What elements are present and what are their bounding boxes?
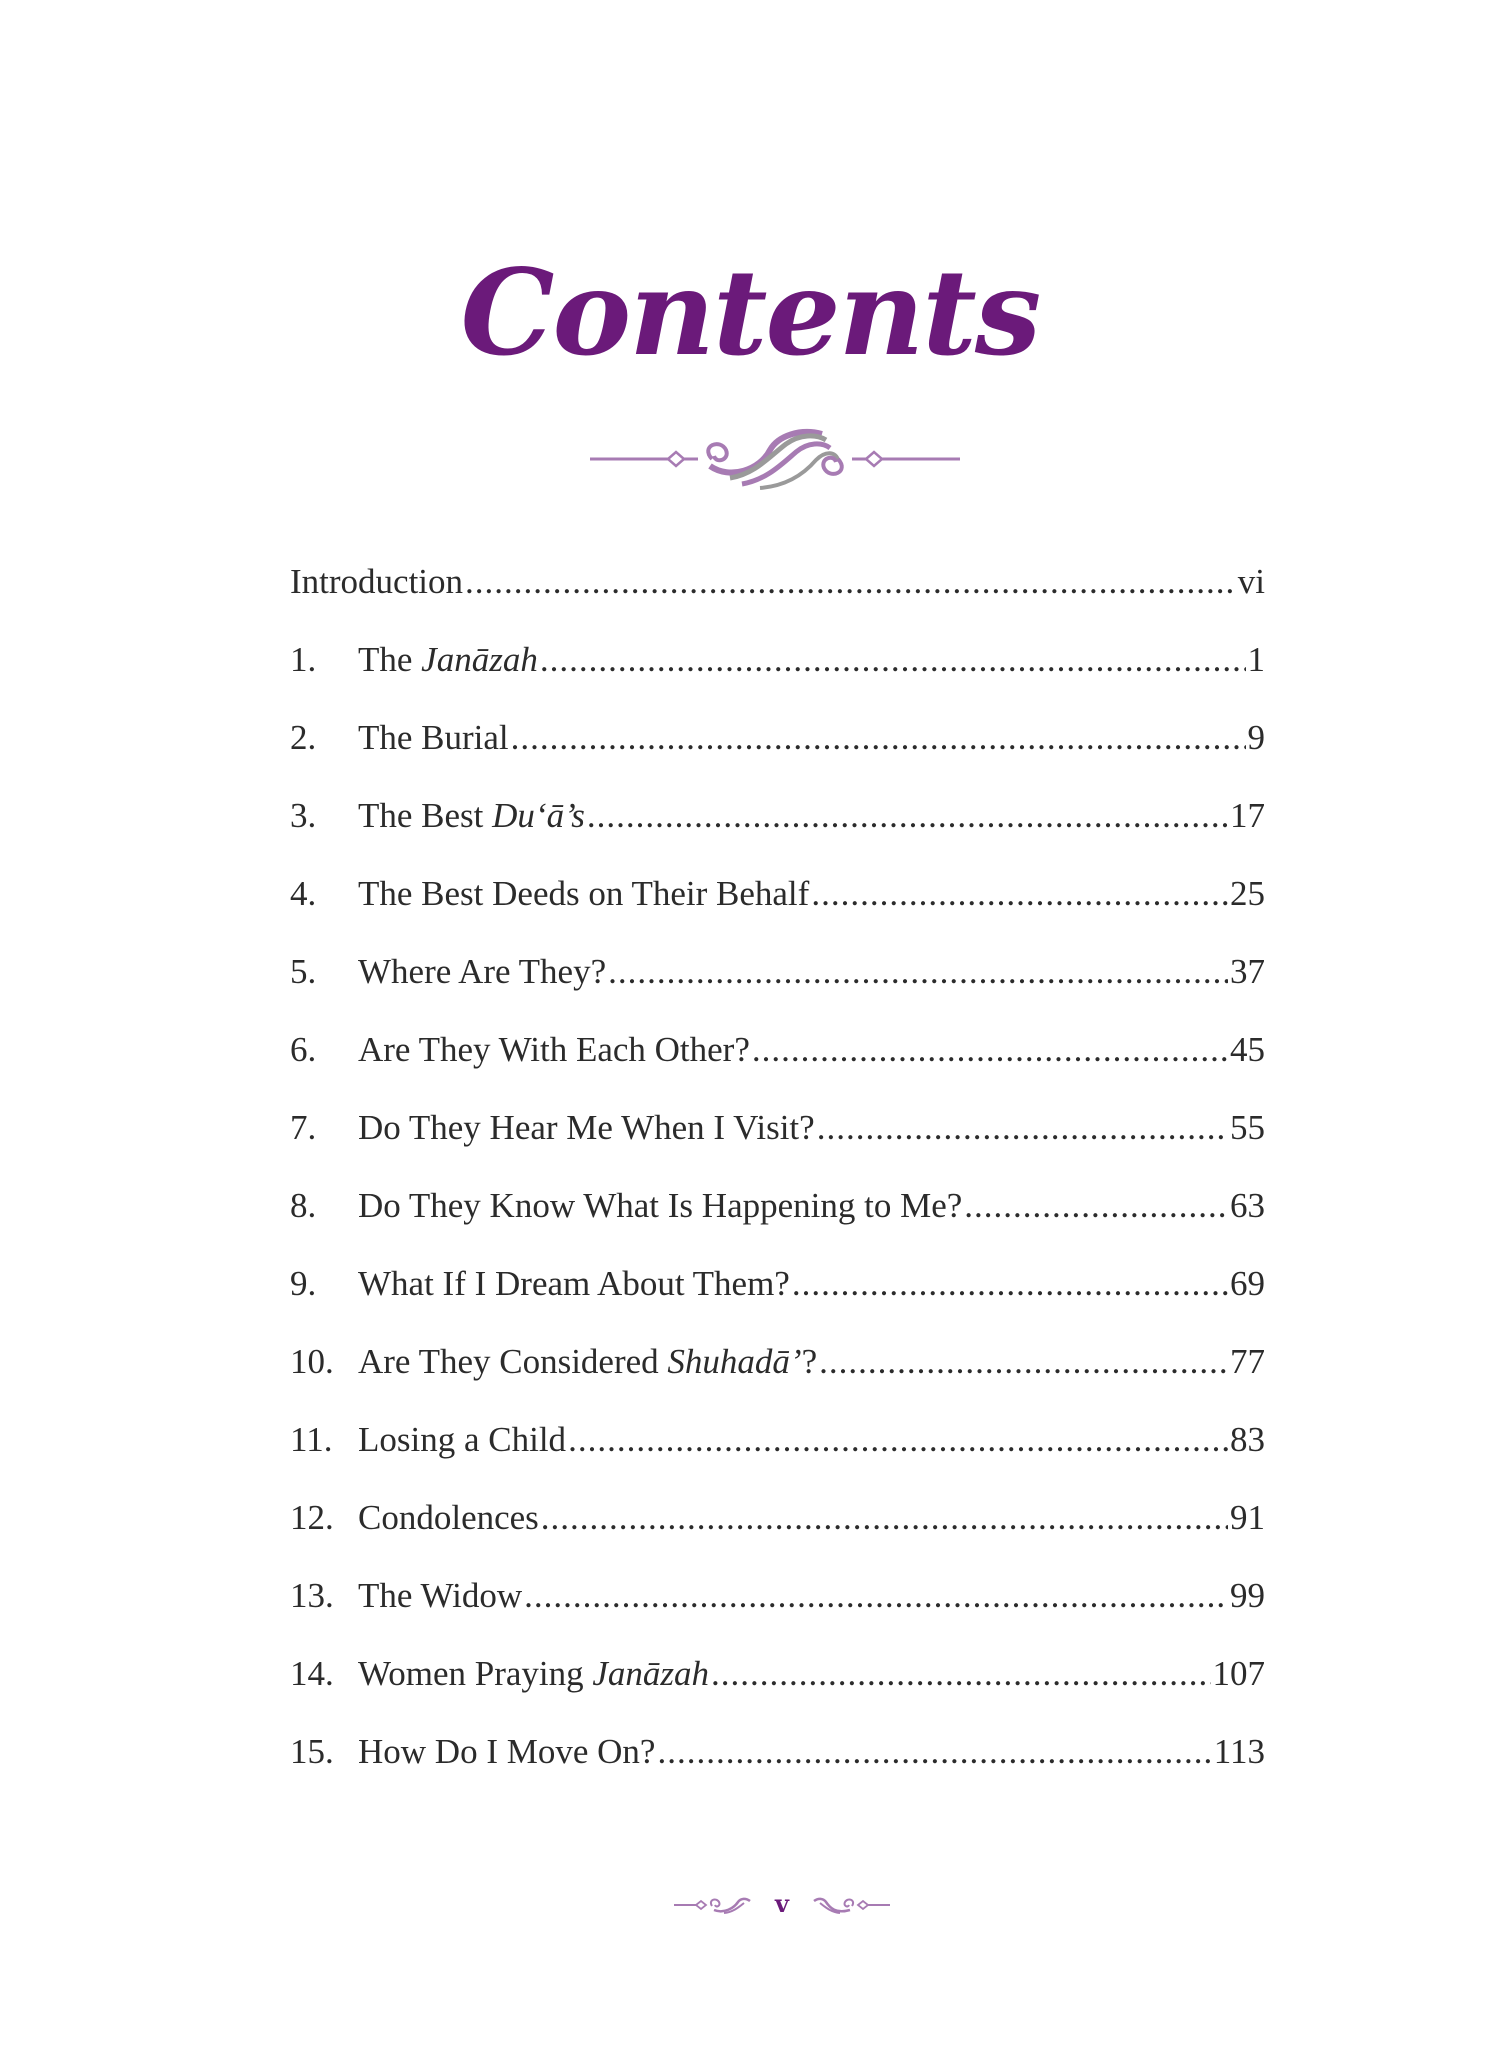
toc-entry-page: 91 bbox=[1230, 1498, 1265, 1537]
scroll-flourish-ornament-icon bbox=[590, 416, 960, 502]
toc-entry-number: 5. bbox=[290, 952, 317, 991]
toc-leader-dots bbox=[811, 864, 1228, 924]
toc-entry-page: 113 bbox=[1213, 1732, 1265, 1771]
toc-leader-dots bbox=[711, 1644, 1210, 1704]
toc-entry-title: Condolences bbox=[358, 1498, 539, 1537]
toc-entry-title: How Do I Move On? bbox=[358, 1732, 656, 1771]
toc-entry-title: Introduction bbox=[290, 562, 464, 601]
toc-leader-dots bbox=[511, 708, 1246, 768]
toc-entry-number: 13. bbox=[290, 1576, 334, 1615]
toc-entry-title: The Widow bbox=[358, 1576, 523, 1615]
toc-entry-number: 8. bbox=[290, 1186, 317, 1225]
toc-entry[interactable] bbox=[290, 708, 1265, 768]
toc-entry-page: 107 bbox=[1212, 1654, 1265, 1693]
toc-entry[interactable] bbox=[290, 1332, 1265, 1392]
toc-entry-title: The Burial bbox=[358, 718, 509, 757]
toc-entry-number: 9. bbox=[290, 1264, 317, 1303]
toc-entry[interactable] bbox=[290, 1488, 1265, 1548]
toc-entry-number: 7. bbox=[290, 1108, 317, 1147]
toc-entry-title: Are They Considered Shuhadā’? bbox=[358, 1342, 818, 1381]
toc-entry-number: 14. bbox=[290, 1654, 334, 1693]
toc-entry[interactable] bbox=[290, 1176, 1265, 1236]
toc-leader-dots bbox=[540, 630, 1246, 690]
toc-entry-page: 83 bbox=[1230, 1420, 1265, 1459]
toc-entry-page: 99 bbox=[1230, 1576, 1265, 1615]
page-title: Contents bbox=[460, 243, 1040, 382]
toc-entry[interactable] bbox=[290, 864, 1265, 924]
toc-entry-page: 17 bbox=[1230, 796, 1265, 835]
toc-leader-dots bbox=[608, 942, 1228, 1002]
toc-entry-page: 37 bbox=[1230, 952, 1265, 991]
toc-entry[interactable] bbox=[290, 630, 1265, 690]
toc-entry[interactable] bbox=[290, 1566, 1265, 1626]
toc-entry[interactable] bbox=[290, 1098, 1265, 1158]
toc-entry-page: 9 bbox=[1247, 718, 1265, 757]
toc-leader-dots bbox=[792, 1254, 1228, 1314]
toc-entry-number: 11. bbox=[290, 1420, 333, 1459]
toc-entry-title: Are They With Each Other? bbox=[358, 1030, 750, 1069]
toc-entry-title: The Janāzah bbox=[358, 640, 538, 679]
toc-leader-dots bbox=[964, 1176, 1228, 1236]
toc-entry-title: Women Praying Janāzah bbox=[358, 1654, 710, 1693]
toc-entry-title: Where Are They? bbox=[358, 952, 607, 991]
toc-entry-title: What If I Dream About Them? bbox=[358, 1264, 790, 1303]
toc-entry-page: 1 bbox=[1247, 640, 1265, 679]
toc-entry[interactable] bbox=[290, 1722, 1265, 1782]
toc-entry-number: 1. bbox=[290, 640, 317, 679]
toc-entry-number: 2. bbox=[290, 718, 317, 757]
toc-entry-page: 63 bbox=[1230, 1186, 1265, 1225]
toc-entry-number: 15. bbox=[290, 1732, 334, 1771]
toc-leader-dots bbox=[587, 786, 1228, 846]
toc-leader-dots bbox=[752, 1020, 1228, 1080]
toc-leader-dots bbox=[524, 1566, 1228, 1626]
toc-entry-page: 25 bbox=[1230, 874, 1265, 913]
toc-entry-title: The Best Du‘ā’s bbox=[358, 796, 585, 835]
page-footer bbox=[0, 1886, 1500, 1926]
toc-leader-dots bbox=[817, 1098, 1228, 1158]
toc-entry-number: 12. bbox=[290, 1498, 334, 1537]
toc-entry-page: 77 bbox=[1230, 1342, 1265, 1381]
toc-entry-number: 6. bbox=[290, 1030, 317, 1069]
toc-leader-dots bbox=[541, 1488, 1228, 1548]
toc-entry-title: Do They Hear Me When I Visit? bbox=[358, 1108, 815, 1147]
toc-entry[interactable] bbox=[290, 1644, 1265, 1704]
toc-leader-dots bbox=[465, 552, 1236, 612]
small-flourish-left-icon bbox=[674, 1892, 752, 1918]
toc-entry[interactable] bbox=[290, 1020, 1265, 1080]
toc-entry-number: 3. bbox=[290, 796, 317, 835]
toc-leader-dots bbox=[657, 1722, 1211, 1782]
page-number: v bbox=[775, 1889, 789, 1918]
toc-entry-page: vi bbox=[1237, 562, 1265, 601]
toc-leader-dots bbox=[568, 1410, 1228, 1470]
toc-entry-number: 4. bbox=[290, 874, 317, 913]
toc-leader-dots bbox=[819, 1332, 1228, 1392]
toc-entry[interactable] bbox=[290, 552, 1265, 612]
toc-entry-page: 55 bbox=[1230, 1108, 1265, 1147]
small-flourish-right-icon bbox=[812, 1892, 890, 1918]
toc-entry-page: 69 bbox=[1230, 1264, 1265, 1303]
toc-entry[interactable] bbox=[290, 1254, 1265, 1314]
toc-entry[interactable] bbox=[290, 942, 1265, 1002]
toc-entry-title: The Best Deeds on Their Behalf bbox=[358, 874, 810, 913]
toc-entry-title: Do They Know What Is Happening to Me? bbox=[358, 1186, 963, 1225]
toc-entry-page: 45 bbox=[1230, 1030, 1265, 1069]
toc-entry-title: Losing a Child bbox=[358, 1420, 567, 1459]
toc-entry[interactable] bbox=[290, 786, 1265, 846]
toc-entry-number: 10. bbox=[290, 1342, 334, 1381]
toc-entry[interactable] bbox=[290, 1410, 1265, 1470]
